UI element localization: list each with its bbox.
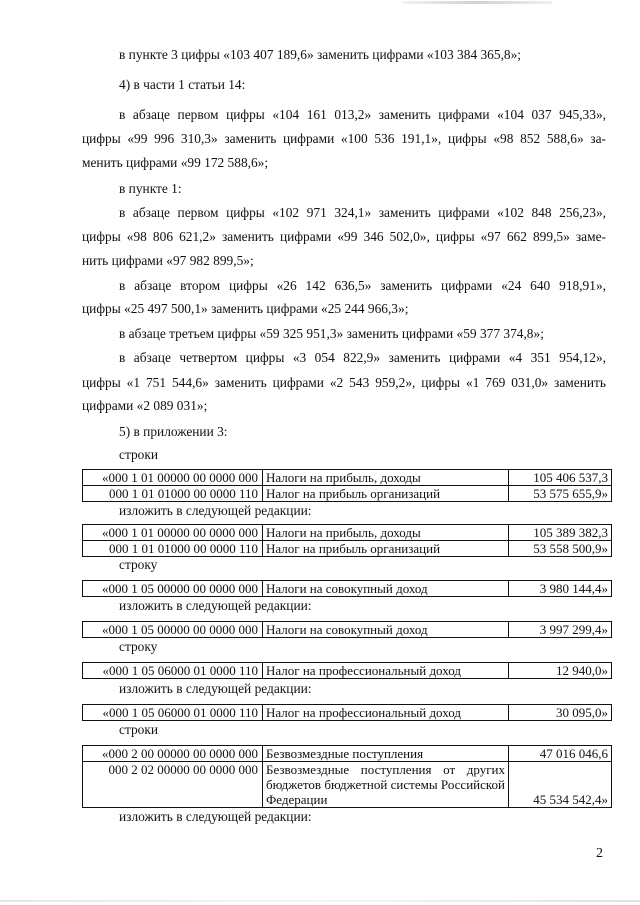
kbk-code-cell: «000 1 05 00000 00 0000 000: [83, 581, 263, 597]
page-number: 2: [596, 846, 603, 861]
revenue-name-cell: Налог на прибыль организаций: [263, 486, 509, 502]
revenue-table: [82, 745, 612, 808]
amount-cell: 47 016 046,6: [509, 746, 612, 762]
paragraph-line: 5) в приложении 3:: [119, 424, 228, 439]
kbk-code-cell: «000 1 01 00000 00 0000 000: [83, 525, 263, 541]
instruction-line: изложить в следующей редакции:: [119, 681, 312, 696]
kbk-code-cell: 000 2 02 00000 00 0000 000: [83, 762, 263, 808]
paragraph-line: нить цифрами «97 982 899,5»;: [82, 253, 254, 268]
paragraph-line: в абзаце четвертом цифры «3 054 822,9» заменить цифрами «4 351 954,12»,: [119, 350, 606, 365]
revenue-table: [82, 580, 612, 597]
revenue-name-cell: Налоги на прибыль, доходы: [263, 525, 509, 541]
table-row: [83, 486, 612, 502]
revenue-table: [82, 469, 612, 502]
instruction-line: строку: [119, 557, 158, 572]
paragraph-line: цифры «98 806 621,2» заменить цифрами «99 346 502,0», цифры «97 662 899,5» заме-: [82, 229, 606, 244]
kbk-code-cell: «000 1 01 00000 00 0000 000: [83, 470, 263, 486]
table-row: [83, 663, 612, 679]
revenue-table: [82, 704, 612, 721]
kbk-code-cell: «000 2 00 00000 00 0000 000: [83, 746, 263, 762]
paragraph-line: в пункте 3 цифры «103 407 189,6» заменить цифрами «103 384 365,8»;: [119, 47, 522, 62]
revenue-name-cell: Налог на прибыль организаций: [263, 541, 509, 557]
amount-cell: 53 575 655,9»: [509, 486, 612, 502]
paragraph-line: в абзаце третьем цифры «59 325 951,3» заменить цифрами «59 377 374,8»;: [119, 326, 544, 341]
paragraph-line: менить цифрами «99 172 588,6»;: [82, 155, 269, 170]
instruction-line: строки: [119, 722, 159, 737]
table-row: [83, 470, 612, 486]
table-row: [83, 581, 612, 597]
instruction-line: изложить в следующей редакции:: [119, 503, 312, 518]
kbk-code-cell: 000 1 01 01000 00 0000 110: [83, 541, 263, 557]
instruction-line: строку: [119, 639, 158, 654]
table-row: [83, 525, 612, 541]
paragraph-line: в абзаце втором цифры «26 142 636,5» заменить цифрами «24 640 918,91»,: [119, 278, 606, 293]
kbk-code-cell: «000 1 05 06000 01 0000 110: [83, 663, 263, 679]
scan-artifact-bottom: [0, 900, 640, 902]
table-row: [83, 705, 612, 721]
table-row: [83, 746, 612, 762]
paragraph-line: цифрами «2 089 031»;: [82, 398, 208, 413]
amount-cell: 105 406 537,3: [509, 470, 612, 486]
amount-cell: 12 940,0»: [509, 663, 612, 679]
revenue-name-cell: Налог на профессиональный доход: [263, 705, 509, 721]
amount-cell: 45 534 542,4»: [509, 762, 612, 808]
table-row: [83, 541, 612, 557]
revenue-table: [82, 621, 612, 638]
revenue-name-cell: Безвозмездные поступления: [263, 746, 509, 762]
paragraph-line: в абзаце первом цифры «104 161 013,2» заменить цифрами «104 037 945,33»,: [119, 107, 606, 122]
amount-cell: 105 389 382,3: [509, 525, 612, 541]
paragraph-line: цифры «99 996 310,3» заменить цифрами «100 536 191,1», цифры «98 852 588,6» за-: [82, 131, 606, 146]
instruction-line: изложить в следующей редакции:: [119, 598, 312, 613]
revenue-table: [82, 524, 612, 557]
amount-cell: 30 095,0»: [509, 705, 612, 721]
revenue-name-cell: Налоги на совокупный доход: [263, 622, 509, 638]
revenue-name-cell: Налоги на совокупный доход: [263, 581, 509, 597]
paragraph-line: в абзаце первом цифры «102 971 324,1» заменить цифрами «102 848 256,23»,: [119, 205, 606, 220]
table-row: [83, 762, 612, 808]
paragraph-line: цифры «1 751 544,6» заменить цифрами «2 543 959,2», цифры «1 769 031,0» заменить: [82, 375, 606, 390]
paragraph-line: строки: [119, 447, 159, 462]
kbk-code-cell: «000 1 05 06000 01 0000 110: [83, 705, 263, 721]
kbk-code-cell: «000 1 05 00000 00 0000 000: [83, 622, 263, 638]
scan-artifact-top: [402, 1, 552, 4]
amount-cell: 3 997 299,4»: [509, 622, 612, 638]
table-row: [83, 622, 612, 638]
revenue-name-cell: Безвозмездные поступления от других бюджетов бюджетной системы Российской Федерации: [263, 762, 509, 808]
paragraph-line: цифры «25 497 500,1» заменить цифрами «25 244 966,3»;: [82, 301, 409, 316]
amount-cell: 53 558 500,9»: [509, 541, 612, 557]
revenue-name-cell: Налоги на прибыль, доходы: [263, 470, 509, 486]
paragraph-line: в пункте 1:: [119, 181, 182, 196]
revenue-table: [82, 662, 612, 679]
amount-cell: 3 980 144,4»: [509, 581, 612, 597]
revenue-name-cell: Налог на профессиональный доход: [263, 663, 509, 679]
instruction-line: изложить в следующей редакции:: [119, 809, 312, 824]
kbk-code-cell: 000 1 01 01000 00 0000 110: [83, 486, 263, 502]
paragraph-line: 4) в части 1 статьи 14:: [119, 77, 246, 92]
